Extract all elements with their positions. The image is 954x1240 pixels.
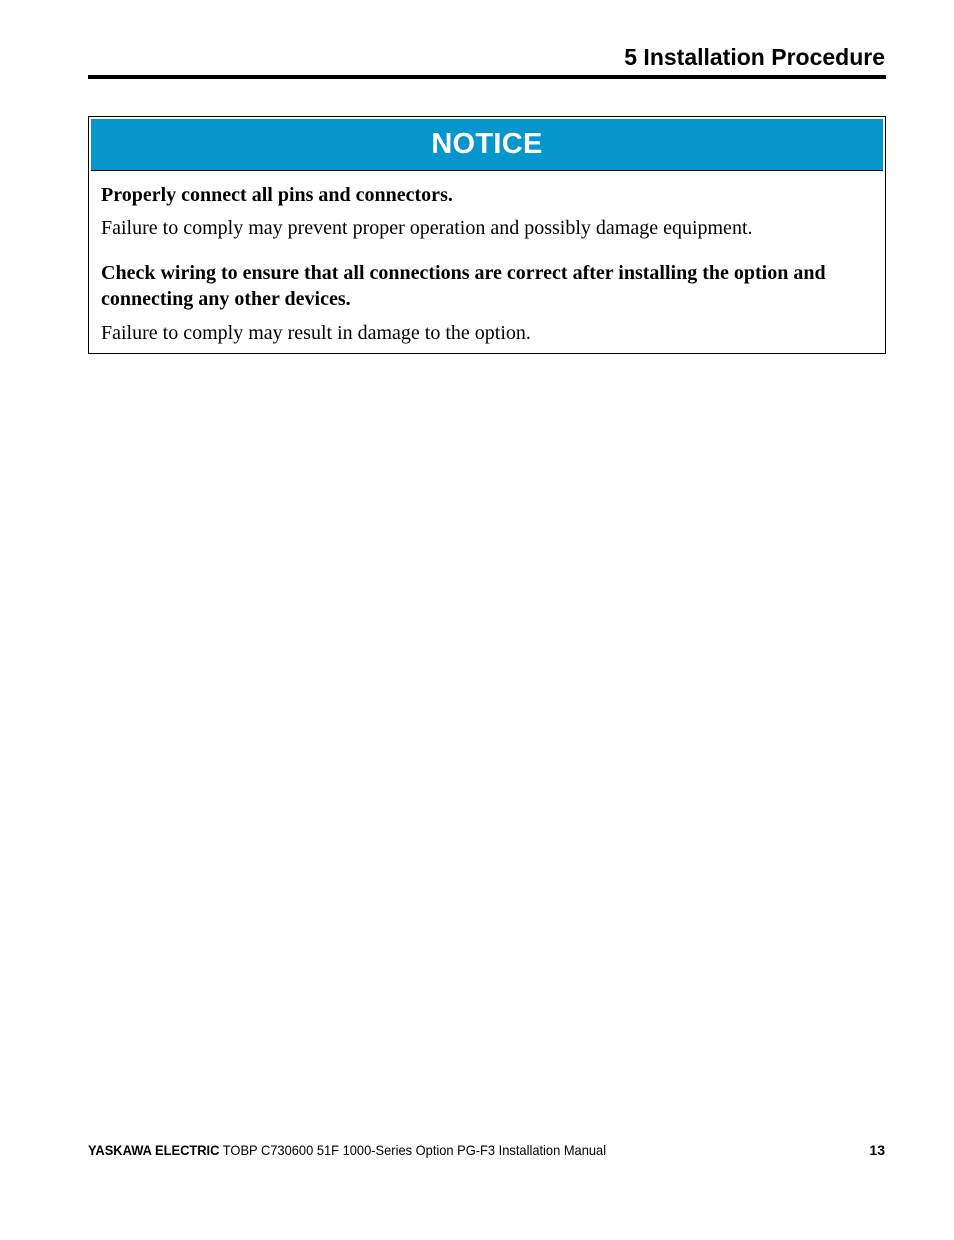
page-number: 13 bbox=[869, 1142, 885, 1158]
footer-manual-title: TOBP C730600 51F 1000-Series Option PG-F3 Installation Manual bbox=[219, 1142, 607, 1158]
notice-body-1: Failure to comply may prevent proper operation and possibly damage equipment. bbox=[101, 217, 753, 239]
notice-heading-2: Check wiring to ensure that all connections are correct after installing the option and connecting any other devices. bbox=[101, 262, 826, 310]
notice-box bbox=[88, 116, 886, 354]
section-title: 5 Installation Procedure bbox=[624, 44, 885, 70]
footer-manual-info bbox=[88, 1142, 606, 1158]
notice-label: NOTICE bbox=[431, 128, 543, 160]
notice-body-2: Failure to comply may result in damage to the option. bbox=[101, 322, 531, 344]
header-rule bbox=[88, 75, 886, 79]
notice-banner bbox=[91, 119, 883, 171]
notice-heading-1: Properly connect all pins and connectors. bbox=[101, 184, 453, 206]
footer-brand: YASKAWA ELECTRIC bbox=[88, 1142, 220, 1158]
